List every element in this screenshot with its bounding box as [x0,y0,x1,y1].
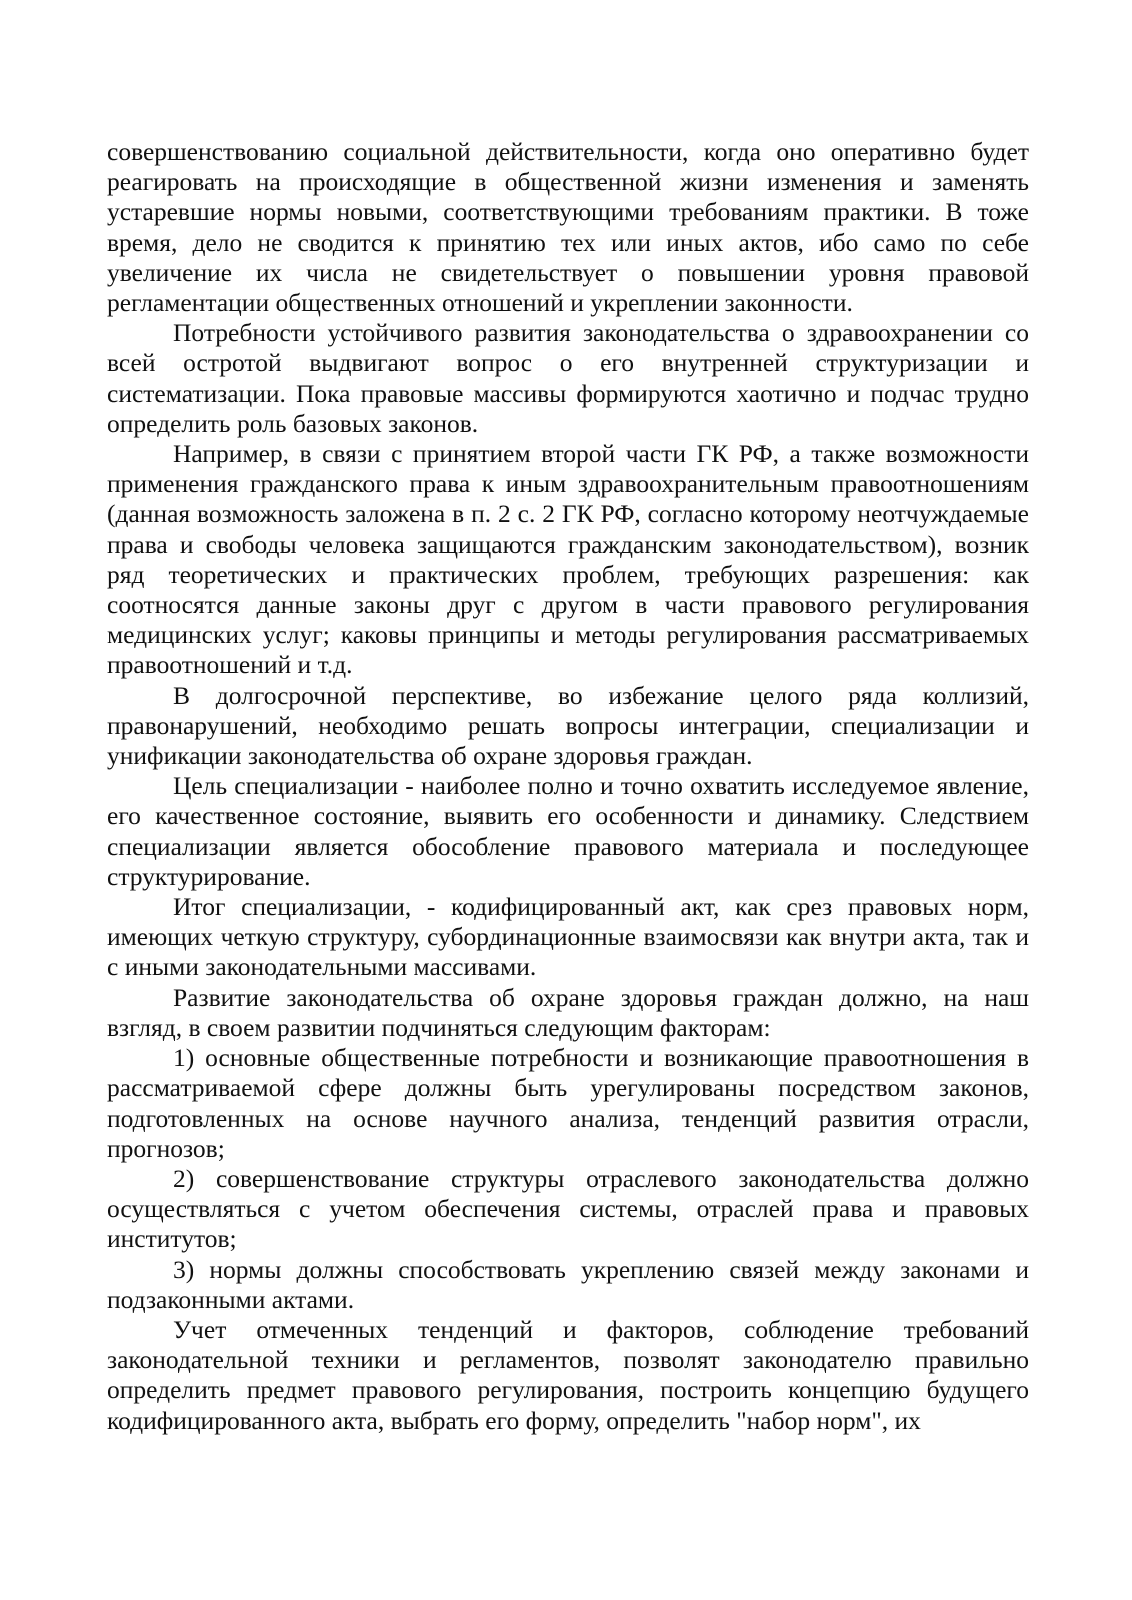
paragraph-1: совершенствованию социальной действительности, когда оно оперативно будет реагировать на происходящие в общественной жизни изменения и заменять устаревшие нормы новыми, соответствующими требованиям практики. В тоже время, дело не сводится к принятию тех или иных актов, ибо само по себе увеличение их числа не свидетельствует о повышении уровня правовой регламентации общественных отношений и укреплении законности. [107,137,1029,318]
paragraph-5: Цель специализации - наиболее полно и точно охватить исследуемое явление, его качественное состояние, выявить его особенности и динамику. Следствием специализации является обособление правового материала и последующее структурирование. [107,771,1029,891]
list-item-2: 2) совершенствование структуры отраслевого законодательства должно осуществляться с учетом обеспечения системы, отраслей права и правовых институтов; [107,1163,1029,1254]
paragraph-2: Потребности устойчивого развития законодательства о здравоохранении со всей остротой выдвигают вопрос о его внутренней структуризации и систематизации. Пока правовые массивы формируются хаотично и подчас трудно определить роль базовых законов. [107,318,1029,438]
paragraph-3: Например, в связи с принятием второй части ГК РФ, а также возможности применения гражданского права к иным здравоохранительным правоотношениям (данная возможность заложена в п. 2 с. 2 ГК РФ, согласно которому неотчуждаемые права и свободы человека защищаются гражданским законодательством), возник ряд теоретических и практических проблем, требующих разрешения: как соотносятся данные законы друг с другом в части правового регулирования медицинских услуг; каковы принципы и методы регулирования рассматриваемых правоотношений и т.д. [107,439,1029,680]
paragraph-4: В долгосрочной перспективе, во избежание целого ряда коллизий, правонарушений, необходимо решать вопросы интеграции, специализации и унификации законодательства об охране здоровья граждан. [107,680,1029,771]
paragraph-6: Итог специализации, - кодифицированный акт, как срез правовых норм, имеющих четкую структуру, субординационные взаимосвязи как внутри акта, так и с иными законодательными массивами. [107,892,1029,982]
paragraph-7: Развитие законодательства об охране здоровья граждан должно, на наш взгляд, в своем развитии подчиняться следующим факторам: [107,982,1029,1042]
list-item-3: 3) нормы должны способствовать укреплению связей между законами и подзаконными актами. [107,1254,1029,1314]
document-page [107,137,1029,1436]
paragraph-8: Учет отмеченных тенденций и факторов, соблюдение требований законодательной техники и регламентов, позволят законодателю правильно определить предмет правового регулирования, построить концепцию будущего кодифицированного акта, выбрать его форму, определить "набор норм", их [107,1314,1029,1435]
list-item-1: 1) основные общественные потребности и возникающие правоотношения в рассматриваемой сфере должны быть урегулированы посредством законов, подготовленных на основе научного анализа, тенденций развития отрасли, прогнозов; [107,1043,1029,1163]
